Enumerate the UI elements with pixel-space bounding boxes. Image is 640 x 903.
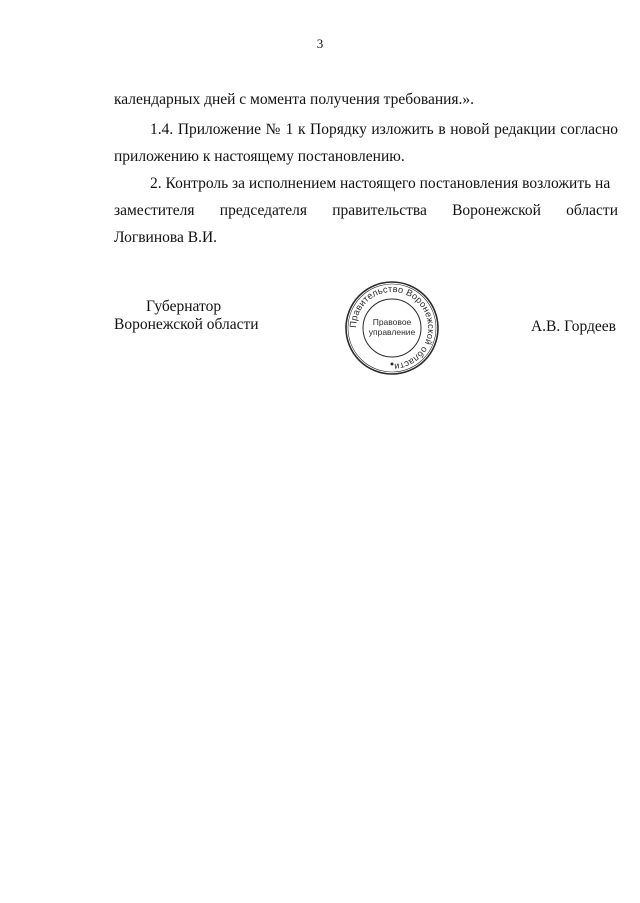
signatory-title: Губернатор xyxy=(146,298,222,315)
seal-outer-text: Правительство Воронежской области xyxy=(347,283,437,373)
signatory-name: А.В. Гордеев xyxy=(530,318,616,335)
official-seal-stamp xyxy=(344,280,440,376)
page-number: 3 xyxy=(316,36,324,51)
signatory-region: Воронежской области xyxy=(114,316,259,333)
seal-inner-text-line-1: Правовое xyxy=(372,317,412,327)
signatory-position xyxy=(114,298,259,334)
seal-inner-text-line-2: управление xyxy=(368,327,416,337)
paragraph-1: календарных дней с момента получения требования.». xyxy=(114,91,475,108)
paragraph-2: 1.4. Приложение № 1 к Порядку изложить в новой редакции согласно приложению к настоящему постановлению. xyxy=(114,121,618,165)
paragraph-3-line-3: Логвинова В.И. xyxy=(114,229,218,246)
paragraph-3 xyxy=(114,170,618,251)
paragraph-3-line-2: заместителя председателя правительства Воронежской области xyxy=(114,202,618,219)
seal-dot xyxy=(391,363,394,366)
paragraph-3-line-1: 2. Контроль за исполнением настоящего постановления возложить на xyxy=(150,175,611,192)
